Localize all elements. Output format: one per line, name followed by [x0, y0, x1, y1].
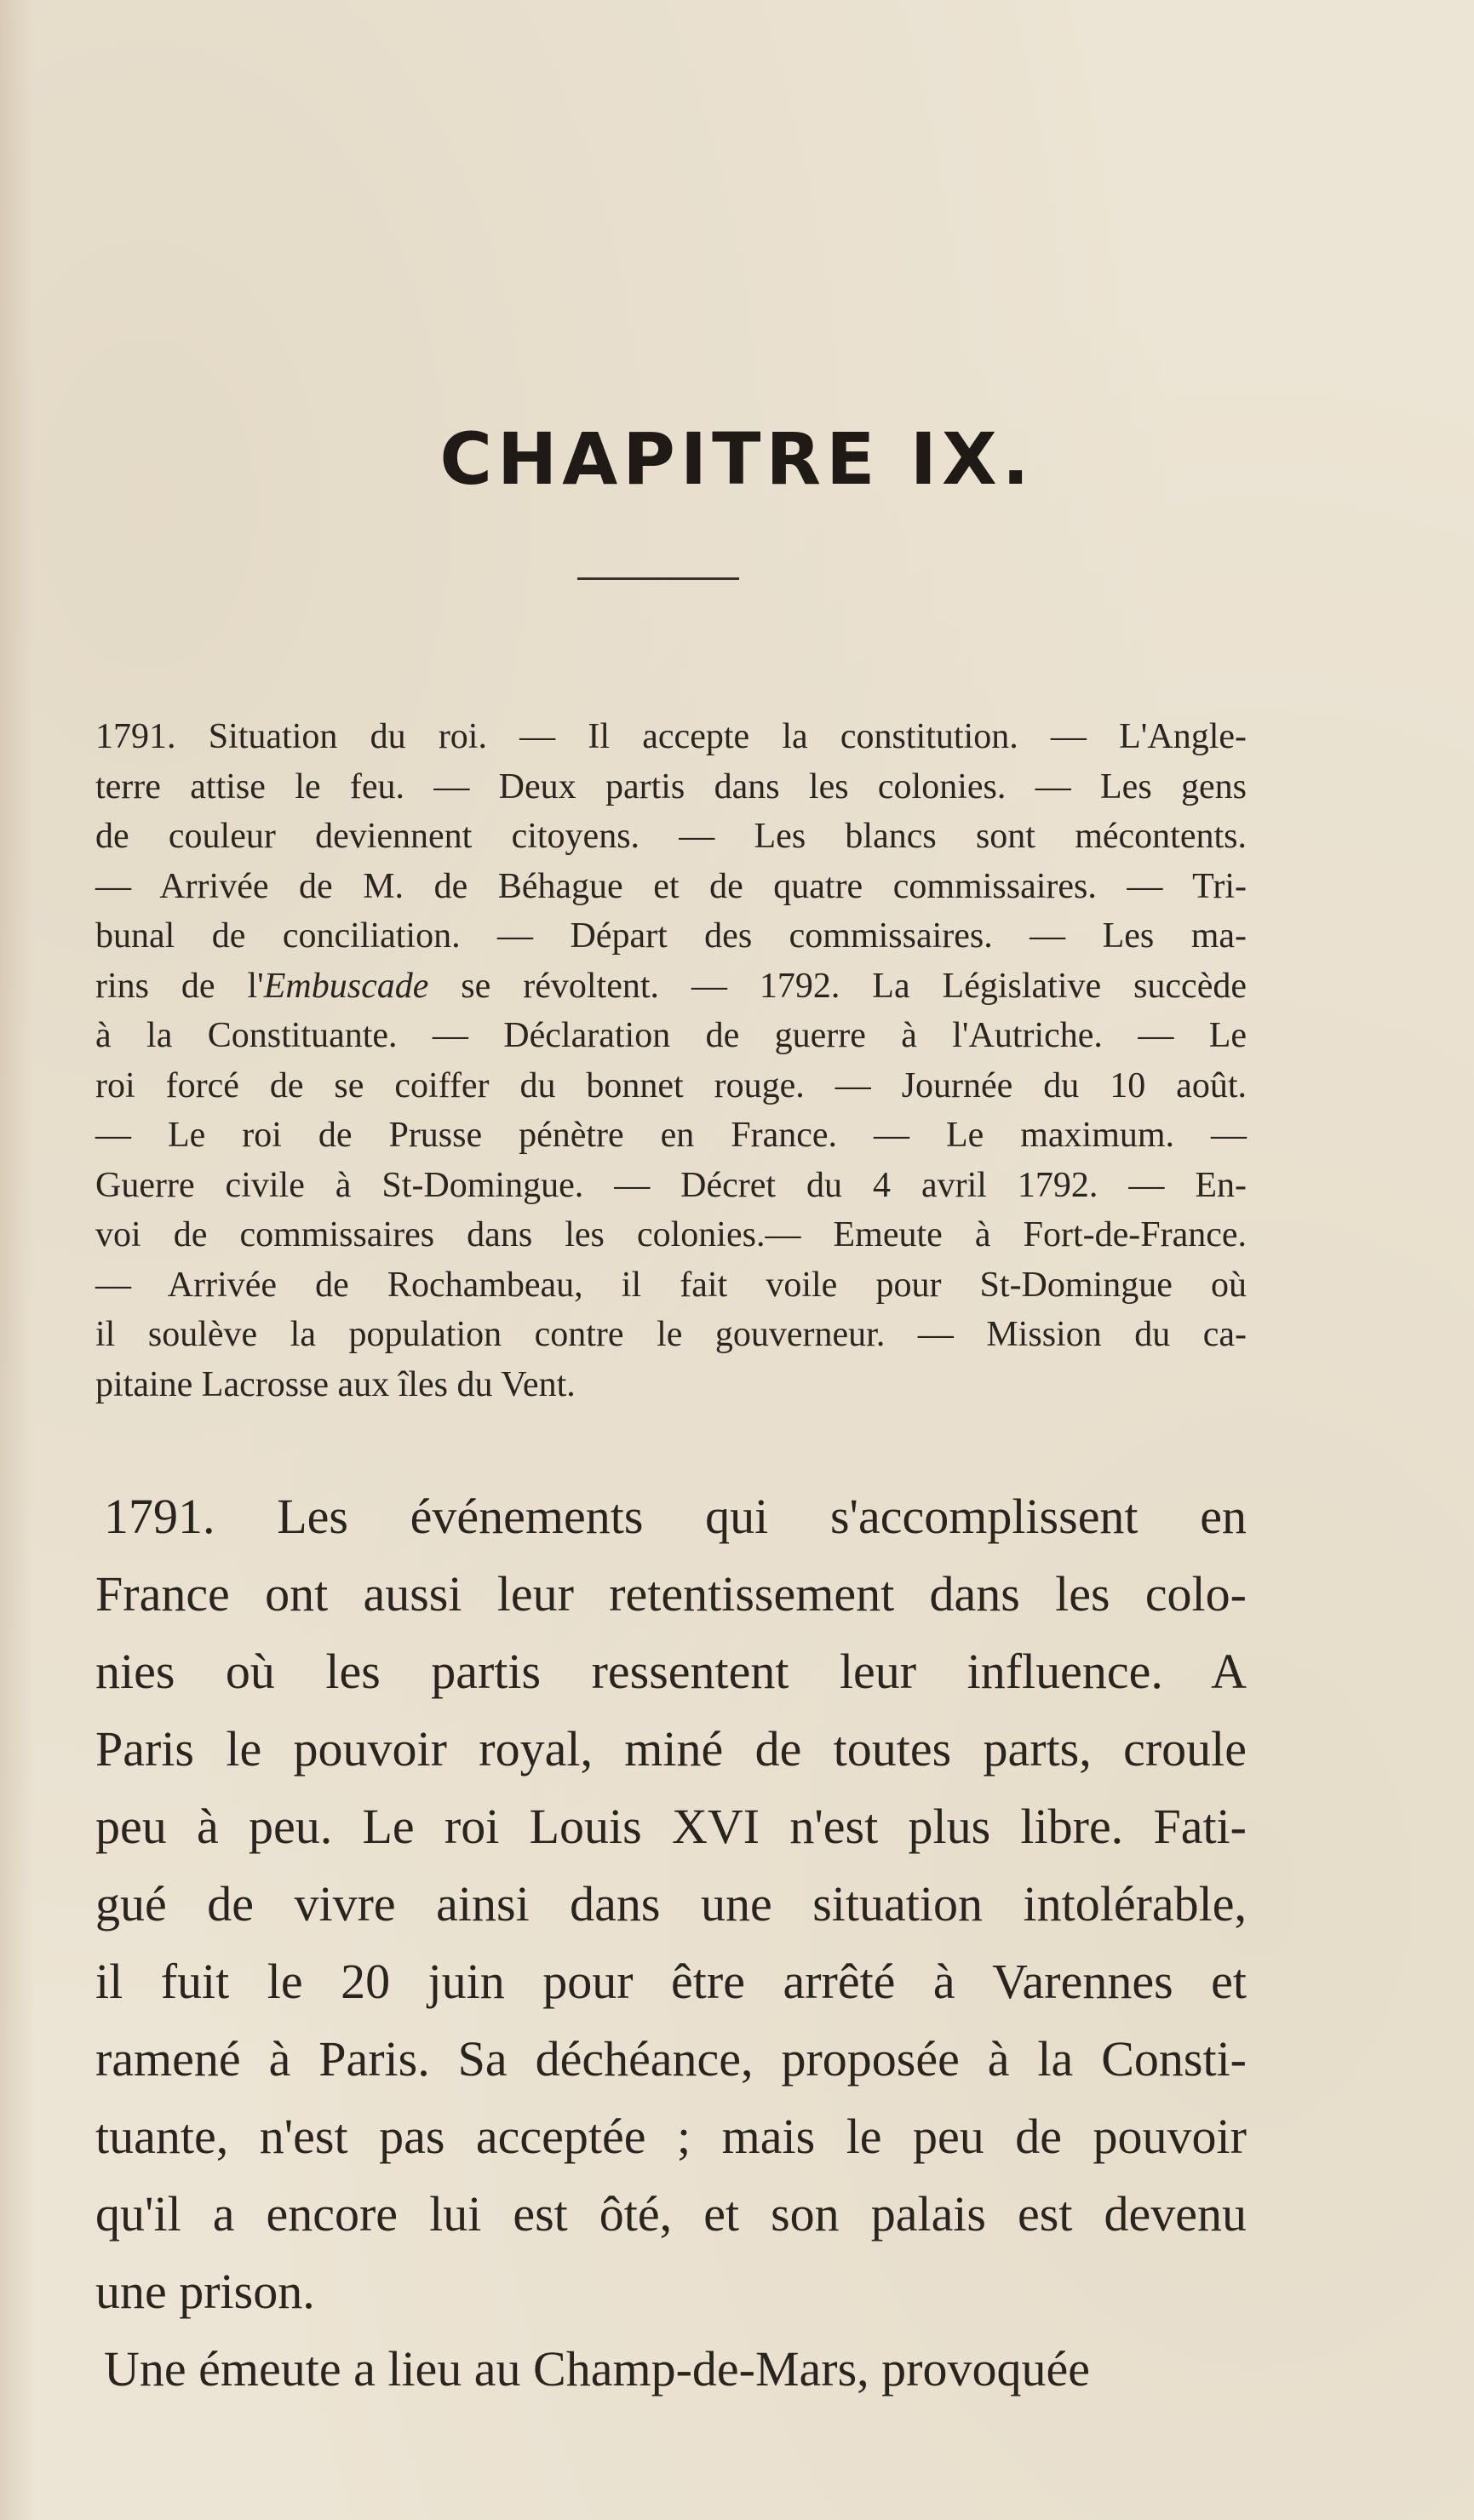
summary-line: Guerre civile à St-Domingue. — Décret du 4 avril 1792. — En-	[95, 1165, 1247, 1205]
chapter-title: CHAPITRE IX.	[439, 417, 1035, 501]
body-line: une prison.	[95, 2264, 315, 2319]
body-line: qu'il a encore lui est ôté, et son palais est devenu	[95, 2186, 1247, 2242]
body-line: 1791. Les événements qui s'accomplissent en	[104, 1489, 1247, 1544]
summary-line: — Le roi de Prusse pénètre en France. — Le maximum. —	[95, 1116, 1247, 1155]
body-text	[95, 1478, 1247, 2408]
summary-line: bunal de conciliation. — Départ des commissaires. — Les ma-	[95, 916, 1247, 956]
body-line: nies où les partis ressentent leur influence. A	[95, 1644, 1247, 1699]
body-line: gué de vivre ainsi dans une situation intolérable,	[95, 1876, 1247, 1932]
summary-line: — Arrivée de M. de Béhague et de quatre commissaires. — Tri-	[95, 866, 1247, 906]
body-line: il fuit le 20 juin pour être arrêté à Varennes et	[95, 1954, 1247, 2009]
summary-line: de couleur deviennent citoyens. — Les blancs sont mécontents.	[95, 817, 1247, 856]
summary-line: terre attise le feu. — Deux partis dans les colonies. — Les gens	[95, 766, 1247, 807]
body-line: tuante, n'est pas acceptée ; mais le peu de pouvoir	[95, 2109, 1247, 2164]
body-line: peu à peu. Le roi Louis XVI n'est plus libre. Fati-	[95, 1799, 1247, 1854]
summary-line: roi forcé de se coiffer du bonnet rouge. — Journée du 10 août.	[95, 1065, 1247, 1105]
body-line: Paris le pouvoir royal, miné de toutes parts, croule	[95, 1721, 1247, 1777]
title-divider	[577, 577, 739, 580]
summary-line: 1791. Situation du roi. — Il accepte la constitution. — L'Angle-	[95, 717, 1247, 756]
summary-line: à la Constituante. — Déclaration de guerre à l'Autriche. — Le	[95, 1016, 1247, 1055]
summary-line: — Arrivée de Rochambeau, il fait voile pour St-Domingue où	[95, 1265, 1247, 1305]
summary-line: il soulève la population contre le gouverneur. — Mission du ca-	[95, 1315, 1247, 1354]
body-line: ramené à Paris. Sa déchéance, proposée à la Consti-	[95, 2031, 1247, 2087]
chapter-summary	[95, 712, 1247, 1409]
summary-line: voi de commissaires dans les colonies.— Emeute à Fort-de-France.	[95, 1215, 1247, 1254]
ship-name: Embuscade	[263, 966, 429, 1006]
summary-fragment: se révoltent. — 1792. La Législative succède	[428, 966, 1247, 1006]
summary-line: pitaine Lacrosse aux îles du Vent.	[95, 1364, 576, 1404]
summary-line-ship	[95, 962, 1247, 1012]
body-line: Une émeute a lieu au Champ-de-Mars, provoquée	[104, 2341, 1090, 2397]
body-line: France ont aussi leur retentissement dans les colo-	[95, 1566, 1247, 1622]
summary-fragment: rins de l'	[95, 966, 264, 1006]
